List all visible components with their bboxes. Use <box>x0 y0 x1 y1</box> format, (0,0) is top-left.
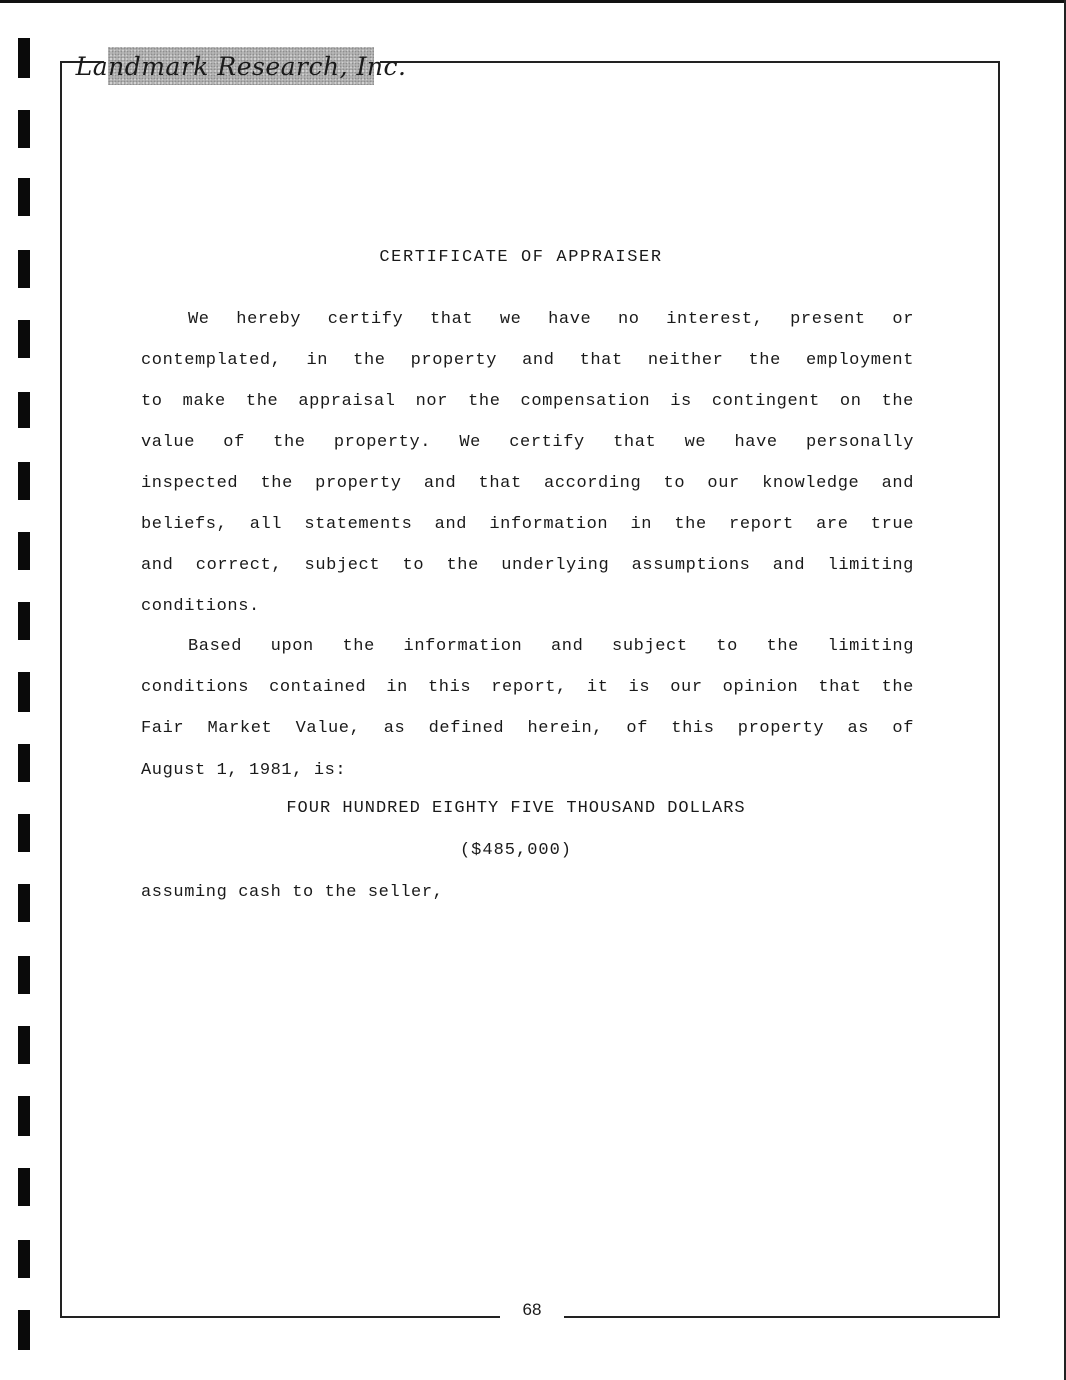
text-line: August 1, 1981, is: <box>141 761 347 780</box>
text-line: conditions contained in this report, it is our opinion that the <box>141 678 914 697</box>
binding-mark <box>18 38 30 78</box>
binding-mark <box>18 744 30 782</box>
text-line: Based upon the information and subject to the limiting <box>188 637 914 656</box>
binding-mark <box>18 602 30 640</box>
company-logo <box>75 47 407 85</box>
page-number: 68 <box>522 1300 542 1319</box>
text-line: conditions. <box>141 597 260 616</box>
logo-text: Landmark Research, Inc. <box>75 51 407 81</box>
text-line: to make the appraisal nor the compensation is contingent on the <box>141 392 914 411</box>
text-line: value of the property. We certify that we have personally <box>141 433 914 452</box>
text-line: inspected the property and that according to our knowledge and <box>141 474 914 493</box>
binding-mark <box>18 884 30 922</box>
binding-mark <box>18 672 30 712</box>
binding-marks <box>18 0 32 1380</box>
text-line: beliefs, all statements and information in the report are true <box>141 515 914 534</box>
binding-mark <box>18 320 30 358</box>
binding-mark <box>18 1168 30 1206</box>
binding-mark <box>18 110 30 148</box>
binding-mark <box>18 532 30 570</box>
closing-line: assuming cash to the seller, <box>141 883 444 902</box>
binding-mark <box>18 1310 30 1350</box>
text-line: Fair Market Value, as defined herein, of this property as of <box>141 719 914 738</box>
value-amount: ($485,000) <box>459 841 573 860</box>
value-in-words: FOUR HUNDRED EIGHTY FIVE THOUSAND DOLLARS <box>286 799 746 818</box>
text-line: contemplated, in the property and that neither the employment <box>141 351 914 370</box>
binding-mark <box>18 1240 30 1278</box>
binding-mark <box>18 956 30 994</box>
binding-mark <box>18 1026 30 1064</box>
document-title: CERTIFICATE OF APPRAISER <box>379 248 663 267</box>
text-line: and correct, subject to the underlying assumptions and limiting <box>141 556 914 575</box>
binding-mark <box>18 462 30 500</box>
binding-mark <box>18 1096 30 1136</box>
scan-top-edge <box>0 0 1066 3</box>
binding-mark <box>18 178 30 216</box>
binding-mark <box>18 392 30 428</box>
text-line: We hereby certify that we have no interest, present or <box>188 310 914 329</box>
